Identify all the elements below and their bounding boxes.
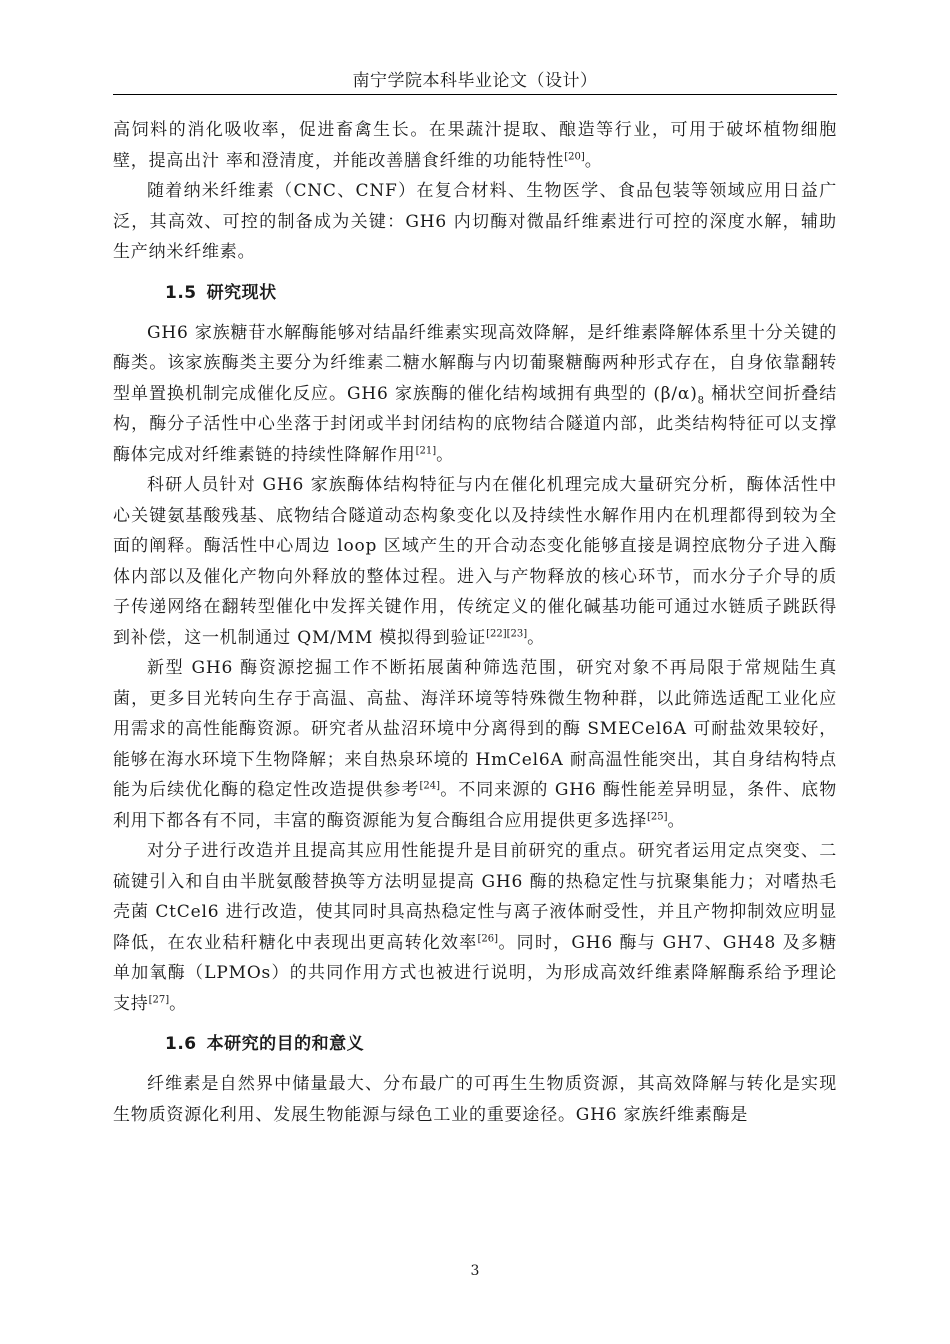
body-paragraph [113,176,837,268]
text-run: 。 [169,993,187,1014]
text-run: GH6 家族糖苷水解酶能够对结晶纤维素实现高效降解，是纤维素降解体系里十分关键的酶类。该家族酶类主要分为纤维素二糖水解酶与内切葡聚糖酶两种形式存在，自身依靠翻转型单置换机制完成催化反应。GH6 家族酶的催化结构域拥有典型的 (β/α) [113,322,837,404]
section-number: 1.6 [165,1034,197,1054]
body-paragraph [113,1069,837,1130]
body-paragraph [113,318,837,471]
citation-ref: [27] [148,993,170,1005]
section-title: 本研究的目的和意义 [206,1034,365,1054]
page-body [113,115,837,1130]
text-run: 高饲料的消化吸收率，促进畜禽生长。在果蔬汁提取、酿造等行业，可用于破坏植物细胞壁，提高出汁 率和澄清度，并能改善膳食纤维的功能特性 [113,120,837,171]
text-run: 科研人员针对 GH6 家族酶体结构特征与内在催化机理完成大量研究分析，酶体活性中心关键氨基酸残基、底物结合隧道动态构象变化以及持续性水解作用内在机理都得到较为全面的阐释。酶活性中心周边 loop 区域产生的开合动态变化能够直接是调控底物分子进入酶体内部以及催化产物向外释放的整体过程。进入与产物释放的核心环节，而水分子介导的质子传递网络在翻转型催化中发挥关键作用，传统定义的催化碱基功能可通过水链质子跳跃得到补偿，这一机制通过 QM/MM 模拟得到验证 [113,475,837,648]
page-number: 3 [470,1263,480,1279]
text-run: 桶状空间折叠结构，酶分子活性中心坐落于封闭或半封闭结构的底物结合隧道内部，此类结构特征可以支撑酶体完成对纤维素链的持续性降解作用 [113,383,837,465]
body-paragraph [113,115,837,176]
citation-ref: [26] [477,932,498,944]
text-run: 纤维素是自然界中储量最大、分布最广的可再生生物质资源，其高效降解与转化是实现生物质资源化利用、发展生物能源与绿色工业的重要途径。GH6 家族纤维素酶是 [113,1074,837,1125]
section-number: 1.5 [165,282,197,303]
citation-ref: [25] [647,810,668,822]
section-heading [113,280,837,306]
text-run: 。 [667,810,686,831]
body-paragraph [113,836,837,1019]
citation-ref: [21] [415,444,437,456]
text-run: 。不同来源的 GH6 酶性能差异明显，条件、底物利用下都各有不同，丰富的酶资源能为复合酶组合应用提供更多选择 [113,780,837,831]
citation-ref: [22][23] [486,627,528,639]
text-run: 。 [584,150,603,171]
text-run: 。同时，GH6 酶与 GH7、GH48 及多糖单加氧酶（LPMOs）的共同作用方式也被进行说明，为形成高效纤维素降解酶系给予理论支持 [113,932,838,1014]
text-run: 。 [436,444,454,465]
citation-ref: [24] [419,780,440,792]
subscript: 8 [697,394,705,406]
header-rule [113,94,837,95]
section-heading [113,1031,837,1057]
citation-ref: [20] [564,150,585,162]
text-run: 随着纳米纤维素（CNC、CNF）在复合材料、生物医学、食品包装等领域应用日益广泛，其高效、可控的制备成为关键：GH6 内切酶对微晶纤维素进行可控的深度水解，辅助生产纳米纤维素。 [113,181,837,262]
body-paragraph [113,470,837,653]
body-paragraph [113,653,837,836]
running-header: 南宁学院本科毕业论文（设计） [352,71,598,91]
text-run: 对分子进行改造并且提高其应用性能提升是目前研究的重点。研究者运用定点突变、二硫键引入和自由半胱氨酸替换等方法明显提高 GH6 酶的热稳定性与抗聚集能力；对嗜热毛壳菌 CtCel6 进行改造，使其同时具高热稳定性与离子液体耐受性，并且产物抑制效应明显降低，在农业秸秆糖化中表现出更高转化效率 [113,841,837,953]
section-title: 研究现状 [206,282,277,303]
text-run: 。 [527,627,545,648]
text-run: 新型 GH6 酶资源挖掘工作不断拓展菌种筛选范围，研究对象不再局限于常规陆生真菌，更多目光转向生存于高温、高盐、海洋环境等特殊微生物种群，以此筛选适配工业化应用需求的高性能酶资源。研究者从盐沼环境中分离得到的酶 SMECel6A 可耐盐效果较好，能够在海水环境下生物降解；来自热泉环境的 HmCel6A 耐高温性能突出，其自身结构特点能为后续优化酶的稳定性改造提供参考 [113,658,837,800]
